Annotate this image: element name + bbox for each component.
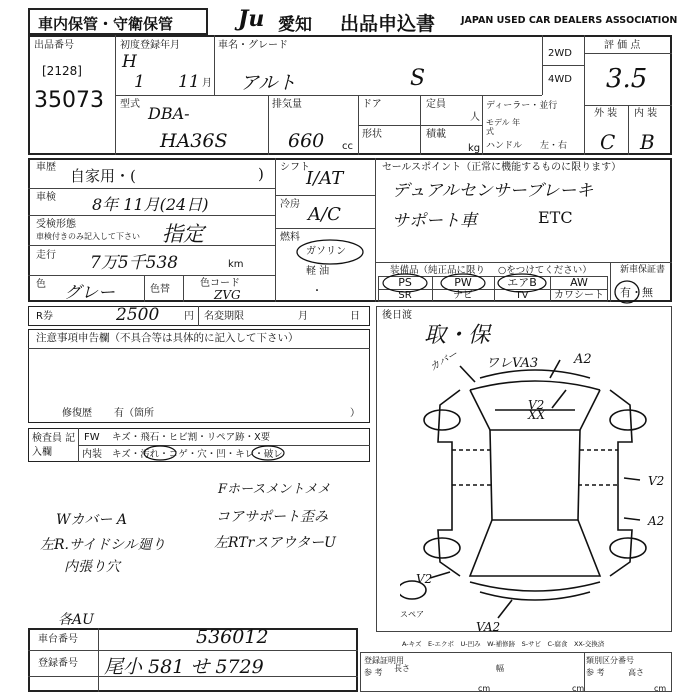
- type-prefix: DBA-: [148, 104, 190, 123]
- displacement-value: 660: [288, 130, 325, 152]
- int-grade: B: [640, 130, 655, 154]
- damage-top: ワレVA3: [486, 356, 539, 371]
- name-change-label: 名変期限: [204, 311, 244, 322]
- color-code-label: 色コード: [200, 278, 240, 289]
- certificate-label: 登録証明用: [364, 656, 404, 665]
- selling-point-1: デュアルセンサーブレーキ: [392, 181, 594, 201]
- equip-pw: PW: [454, 276, 472, 289]
- reg-era: H: [122, 52, 137, 72]
- lot-label: 出品番号: [34, 40, 74, 51]
- inspector-line2: キズ・汚れ・コゲ・穴・凹・キレ・破レ: [112, 449, 283, 460]
- inspector-note-7: 各AU: [58, 612, 94, 628]
- repair-label: 修復歴: [62, 408, 92, 419]
- warranty-label: 新車保証書: [620, 265, 666, 275]
- model-year-label: モデル 年式: [486, 118, 521, 136]
- displacement-label: 排気量: [272, 99, 302, 110]
- certificate-ref: 参 考: [364, 668, 383, 677]
- acceptance-value: 指定: [162, 222, 204, 246]
- car-name-label: 車名・グレード: [218, 40, 288, 51]
- acceptance-note: 車検付きのみ記入して下さい: [36, 232, 140, 241]
- equip-sr: SR: [398, 290, 412, 301]
- damage-legend: A-キズ E-エクボ U-凹み W-補修跡 S-サビ C-腐食 XX-交換済: [402, 640, 605, 648]
- inspector-line1: キズ・飛石・ヒビ割・リペア跡・X要: [112, 432, 271, 443]
- warranty-options: 有・無: [620, 286, 653, 299]
- shift-label: シフト: [280, 162, 310, 173]
- height-label: 高さ: [628, 668, 644, 677]
- width-unit: cm: [572, 684, 585, 693]
- inspector-circle-marks: [140, 444, 300, 462]
- width-label: 幅: [496, 664, 504, 673]
- ac-label: 冷房: [280, 199, 300, 210]
- color-value: グレー: [64, 283, 115, 303]
- association-name: JAPAN USED CAR DEALERS ASSOCIATION: [461, 15, 678, 26]
- inspector-note-4: 左R.サイドシル廻り: [40, 537, 166, 553]
- inspector-note-6: 内張り穴: [64, 559, 120, 575]
- damage-top-a2: A2: [574, 352, 592, 367]
- recycle-label: R券: [36, 311, 53, 322]
- reg-number-label: 登録番号: [38, 658, 78, 669]
- drive-4wd: 4WD: [548, 74, 572, 85]
- inspector-interior: 内装: [82, 449, 102, 460]
- reg-month: 11: [178, 72, 200, 92]
- mileage-unit: km: [228, 259, 244, 270]
- damage-left-cover: カバー: [428, 348, 460, 374]
- ext-grade: C: [600, 130, 616, 154]
- chassis-value: 536012: [196, 626, 269, 648]
- handle-label: ハンドル: [486, 141, 523, 151]
- selling-point-etc: ETC: [538, 208, 573, 227]
- name-change-month: 月: [298, 311, 308, 322]
- equip-aw: AW: [570, 276, 588, 289]
- mileage-label: 走行: [36, 250, 56, 261]
- handle-options: 左・右: [540, 141, 568, 151]
- height-unit: cm: [654, 684, 667, 693]
- storage-box: [28, 8, 208, 35]
- lot-number: 35073: [34, 88, 104, 113]
- recycle-unit: 円: [184, 311, 194, 322]
- repair-close: ）: [350, 408, 360, 419]
- reg-number-value: 尾小 581 せ 5729: [104, 656, 264, 678]
- lot-code: [2128]: [42, 64, 82, 78]
- rear-label-value: 取・保: [424, 323, 491, 348]
- name-change-day: 日: [350, 311, 360, 322]
- equip-navi: ナビ: [453, 290, 473, 301]
- recycle-row: [28, 306, 370, 326]
- inspector-note-1: Fホースメントメメ: [218, 482, 331, 497]
- equipment-label: 装備品（純正品に限り: [390, 265, 486, 276]
- inspection-value: 8年 11月(24日): [92, 195, 209, 214]
- equip-ps: PS: [398, 276, 412, 289]
- ju-logo-text: Ju: [238, 6, 265, 32]
- score-value: 3.5: [606, 64, 648, 94]
- inspector-fw: FW: [84, 432, 100, 443]
- color-label: 色: [36, 279, 46, 290]
- inspector-note-3: コアサポート歪み: [216, 509, 328, 525]
- shift-value: I/AT: [306, 168, 344, 189]
- ext-label: 外 装: [594, 108, 618, 119]
- equip-wseat: カワシート: [554, 290, 604, 301]
- color-exchange-label: 色替: [150, 284, 170, 295]
- color-code: ZVG: [214, 288, 241, 302]
- equip-circle-marks: [378, 272, 608, 294]
- equip-tv: TV: [515, 290, 529, 301]
- load-label: 積載: [426, 129, 446, 140]
- shape-label: 形状: [362, 129, 382, 140]
- car-diagram: [400, 350, 670, 630]
- fuel-diesel: 軽 油: [306, 266, 330, 277]
- history-label: 車歴: [36, 162, 56, 173]
- load-unit: kg: [468, 143, 481, 154]
- fuel-other: ・: [312, 286, 322, 297]
- class-label: 類別区分番号: [586, 656, 634, 665]
- reg-year: 1: [134, 72, 145, 92]
- damage-bottom-v2: V2: [416, 572, 433, 586]
- damage-right-a2: A2: [648, 514, 665, 528]
- equip-airbag: エアB: [507, 276, 537, 289]
- type-label: 型式: [120, 99, 140, 110]
- ac-value: A/C: [308, 204, 341, 225]
- length-unit: cm: [478, 684, 491, 693]
- reg-month-unit: 月: [202, 78, 212, 89]
- mileage-value: 7万5千538: [90, 253, 179, 273]
- form-title: 出品申込書: [340, 13, 436, 35]
- capacity-label: 定員: [426, 99, 446, 110]
- damage-right-v2: V2: [648, 474, 665, 488]
- acceptance-label: 受検形態: [36, 219, 76, 230]
- car-grade: S: [410, 66, 426, 91]
- fuel-circle-mark: [295, 238, 365, 266]
- selling-points-label: セールスポイント（正常に機能するものに限ります）: [382, 162, 622, 173]
- fuel-gasoline: ガソリン: [306, 246, 346, 257]
- equipment-label-mid: ○をつけてください）: [498, 265, 592, 276]
- notes-label: 注意事項申告欄（不具合等は具体的に記入して下さい）: [36, 332, 299, 344]
- warranty-circle-mark: [612, 278, 642, 306]
- car-name: アルト: [240, 72, 297, 94]
- int-label: 内 装: [634, 108, 658, 119]
- length-label: 長さ: [394, 664, 410, 673]
- rear-label: 後日渡: [382, 310, 412, 321]
- drive-2wd: 2WD: [548, 48, 572, 59]
- history-close: ): [258, 165, 264, 183]
- selling-point-2: サポート車: [392, 211, 477, 231]
- recycle-value: 2500: [116, 305, 160, 325]
- damage-center-xx: XX: [528, 408, 546, 422]
- door-label: ドア: [362, 99, 382, 110]
- damage-center-v2: V2: [528, 398, 545, 412]
- history-value: 自家用・(: [70, 167, 136, 185]
- damage-bottom-va2: VA2: [476, 620, 501, 634]
- score-label: 評 価 点: [604, 40, 641, 51]
- repair-value: 有（箇所: [114, 408, 154, 419]
- org-name: 愛知: [278, 15, 312, 35]
- dealer-label: ディーラー・並行: [486, 101, 558, 111]
- first-reg-label: 初度登録年月: [120, 40, 180, 51]
- inspector-label: 検査員 記入欄: [32, 433, 76, 458]
- capacity-unit: 人: [470, 112, 480, 123]
- inspection-label: 車検: [36, 192, 56, 203]
- inspector-note-2: Wカバー A: [56, 512, 127, 528]
- chassis-label: 車台番号: [38, 634, 78, 645]
- storage-label: 車内保管・守衛保管: [38, 15, 174, 33]
- displacement-unit: cc: [342, 141, 353, 152]
- type-code: HA36S: [160, 130, 228, 152]
- inspector-note-5: 左RTrスアウターU: [214, 535, 336, 551]
- class-ref: 参 考: [586, 668, 605, 677]
- fuel-label: 燃料: [280, 232, 300, 243]
- logo: [238, 8, 278, 32]
- spare-label: スペア: [400, 610, 424, 619]
